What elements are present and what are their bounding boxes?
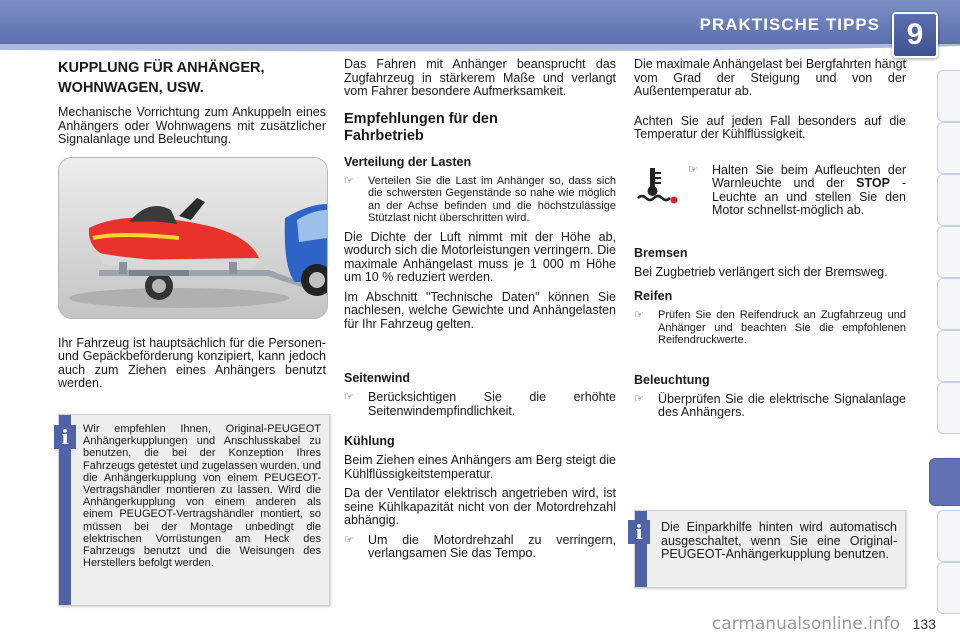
header-sweep [0,44,960,54]
body-paragraph: Da der Ventilator elektrisch angetrieben wird, ist seine Kühlkapazität nicht von der Motordrehzahl abhängig. [344,486,616,527]
subheading-lights: Beleuchtung [634,372,710,387]
trailer-photo [58,157,328,319]
info-icon: i [54,425,76,449]
column-right [634,58,906,426]
pointing-hand-icon: ☞ [634,309,644,321]
chapter-tab[interactable] [937,278,960,330]
chapter-number-badge: 9 [892,12,938,58]
pointing-hand-icon: ☞ [344,391,354,403]
bullet-text: Verteilen Sie die Last im Anhänger so, dass sich die schwersten Gegenstände so nahe wie möglich an der Achse befinden und die höchstzulässige Stützlast nicht überschritten wird. [368,174,616,224]
chapter-tab[interactable] [937,562,960,614]
chapter-tab[interactable] [937,510,960,562]
info-icon: i [628,520,650,544]
chapter-tab[interactable] [937,70,960,122]
heading-line: Fahrbetrieb [344,127,424,144]
info-box-left [58,414,330,606]
intro-paragraph: Mechanische Vorrichtung zum Ankuppeln eines Anhängers oder Wohnwagens mit zusätzlicher Signalanlage und Beleuchtung. [58,105,326,146]
list-item [688,164,906,218]
subheading-load: Verteilung der Lasten [344,154,472,169]
column-left [58,58,326,397]
chapter-tab[interactable] [937,330,960,382]
list-item [634,393,906,420]
body-paragraph: Die maximale Anhängelast bei Bergfahrten hängt vom Grad der Steigung und von der Außentemperatur ab. [634,57,906,98]
chapter-tab-active[interactable] [929,458,960,506]
info-box-right [634,510,906,588]
heading-line: KUPPLUNG FÜR ANHÄNGER, [58,60,265,76]
heading-line: WOHNWAGEN, USW. [58,80,204,96]
subheading-wind: Seitenwind [344,371,410,385]
watermark: carmanualsonline.info [711,614,900,634]
list-item [634,309,906,347]
heading-line: Empfehlungen für den [344,110,498,127]
list-item [344,175,616,225]
coolant-temperature-warning-icon [634,164,678,208]
section-heading [58,58,326,98]
bullet-text: Berücksichtigen Sie die erhöhte Seitenwindempfindlichkeit. [368,390,616,418]
body-paragraph: Die Dichte der Luft nimmt mit der Höhe ab, wodurch sich die Motorleistungen verringern. Die maximale Anhängelast muss je 1 000 m Höhe um 10 % reduziert werden. [344,229,616,284]
subheading-brakes: Bremsen [634,245,688,260]
list-item [344,534,616,561]
body-paragraph: Beim Ziehen eines Anhängers am Berg steigt die Kühlflüssigkeitstemperatur. [344,453,616,481]
intro-paragraph: Das Fahren mit Anhänger beansprucht das Zugfahrzeug in stärkerem Maße und verlangt vom Fahrer besondere Aufmerksamkeit. [344,57,616,98]
body-paragraph: Im Abschnitt "Technische Daten" können Sie nachlesen, welche Gewichte und Anhängelasten für Ihr Fahrzeug gelten. [344,289,616,331]
pointing-hand-icon: ☞ [688,163,698,176]
page-number: 133 [912,616,936,632]
bullet-text: Um die Motordrehzahl zu verringern, verlangsamen Sie das Tempo. [368,532,616,560]
jetski-trailer-illustration [59,158,327,318]
chapter-tab[interactable] [937,226,960,278]
list-item [344,391,616,418]
chapter-tab[interactable] [937,174,960,226]
column-middle [344,58,616,567]
warning-text: -Leuchte an und stellen Sie den Motor schnellst-möglich ab. [712,176,906,217]
body-paragraph: Ihr Fahrzeug ist hauptsächlich für die Personen- und Gepäckbeförderung konzipiert, kann jedoch auch zum Ziehen eines Anhängers benutzt werden. [58,335,326,390]
bullet-text: Prüfen Sie den Reifendruck an Zugfahrzeug und Anhänger und beachten Sie die empfohlenen Reifendruckwerte. [658,309,906,346]
subheading-tyres: Reifen [634,289,673,303]
info-text: Wir empfehlen Ihnen, Original-PEUGEOT Anhängerkupplungen und Anschlusskabel zu benutzen, die bei der Konzeption Ihres Fahrzeugs getestet und zugelassen wurden, und die Anhängerkupplung von einem PEUGEOT-Vertragshändler montieren zu lassen. Wird die Anhängerkupplung von einem anderen als einem PEUGEOT-Vertragshändler montiert, so müssen bei der Montage unbedingt die elektrischen Vorrüstungen am Heck des Fahrzeugs benutzt und die Weisungen des Herstellers befolgt werden. [83,423,321,570]
pointing-hand-icon: ☞ [344,174,354,187]
chapter-tab[interactable] [937,122,960,174]
body-paragraph: Bei Zugbetrieb verlängert sich der Bremsweg. [634,264,888,279]
section-heading [344,111,616,145]
chapter-tabs [934,70,960,610]
page-title: PRAKTISCHE TIPPS [699,15,880,34]
bullet-text: Überprüfen Sie die elektrische Signalanlage des Anhängers. [658,391,906,419]
chapter-tab[interactable] [937,382,960,434]
stop-word: STOP [856,176,890,190]
body-paragraph: Achten Sie auf jeden Fall besonders auf die Temperatur der Kühlflüssigkeit. [634,113,906,141]
info-text: Die Einparkhilfe hinten wird automatisch ausgeschaltet, wenn Sie eine Original-PEUGEOT-Anhängerkupplung benutzen. [661,520,897,561]
warning-block [634,164,906,236]
bullet-text [712,164,906,218]
warning-text: Halten Sie beim Aufleuchten der Warnleuchte und der [712,162,906,190]
subheading-cooling: Kühlung [344,434,395,448]
pointing-hand-icon: ☞ [634,392,644,405]
pointing-hand-icon: ☞ [344,533,354,546]
